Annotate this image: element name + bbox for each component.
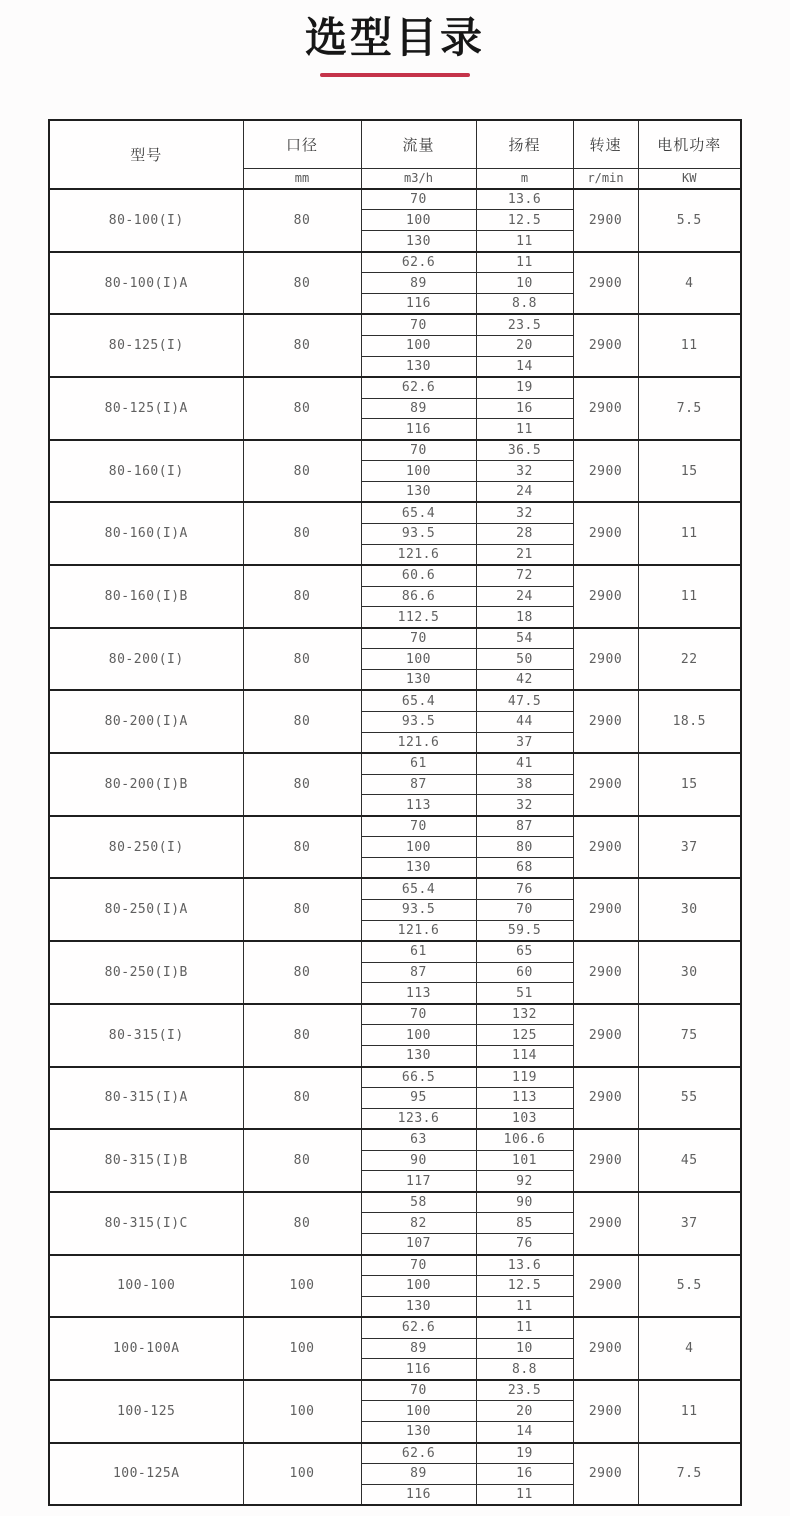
head-cell: 41	[476, 753, 573, 774]
head-cell: 60	[476, 962, 573, 983]
head-cell: 32	[476, 502, 573, 523]
power-cell: 75	[638, 1004, 741, 1067]
column-unit-head: m	[476, 168, 573, 189]
model-block	[49, 1255, 741, 1318]
power-cell: 18.5	[638, 690, 741, 753]
head-cell: 119	[476, 1067, 573, 1088]
flow-cell: 87	[361, 962, 476, 983]
column-unit-speed: r/min	[573, 168, 638, 189]
head-cell: 12.5	[476, 1275, 573, 1296]
speed-cell: 2900	[573, 816, 638, 879]
head-cell: 51	[476, 983, 573, 1004]
model-block	[49, 502, 741, 565]
table-row	[49, 690, 741, 711]
flow-cell: 95	[361, 1087, 476, 1108]
head-cell: 38	[476, 774, 573, 795]
head-cell: 20	[476, 1401, 573, 1422]
power-cell: 30	[638, 878, 741, 941]
flow-cell: 130	[361, 858, 476, 879]
flow-cell: 70	[361, 189, 476, 210]
head-cell: 11	[476, 1317, 573, 1338]
head-cell: 106.6	[476, 1129, 573, 1150]
table-row	[49, 1255, 741, 1276]
model-block	[49, 816, 741, 879]
head-cell: 19	[476, 1443, 573, 1464]
flow-cell: 70	[361, 816, 476, 837]
flow-cell: 89	[361, 1463, 476, 1484]
speed-cell: 2900	[573, 1443, 638, 1506]
flow-cell: 86.6	[361, 586, 476, 607]
flow-cell: 130	[361, 356, 476, 377]
speed-cell: 2900	[573, 377, 638, 440]
table-row	[49, 1317, 741, 1338]
flow-cell: 62.6	[361, 1443, 476, 1464]
flow-cell: 70	[361, 628, 476, 649]
table-row	[49, 941, 741, 962]
model-cell: 80-250(I)A	[49, 878, 243, 941]
power-cell: 7.5	[638, 1443, 741, 1506]
head-cell: 113	[476, 1087, 573, 1108]
flow-cell: 130	[361, 1422, 476, 1443]
model-cell: 80-315(I)B	[49, 1129, 243, 1192]
model-block	[49, 252, 741, 315]
flow-cell: 70	[361, 1255, 476, 1276]
power-cell: 11	[638, 314, 741, 377]
flow-cell: 130	[361, 670, 476, 691]
speed-cell: 2900	[573, 1129, 638, 1192]
column-header-head: 扬程	[476, 120, 573, 168]
flow-cell: 66.5	[361, 1067, 476, 1088]
flow-cell: 89	[361, 398, 476, 419]
catalog-table	[48, 119, 742, 1506]
table-row	[49, 189, 741, 210]
speed-cell: 2900	[573, 440, 638, 503]
head-cell: 11	[476, 231, 573, 252]
head-cell: 8.8	[476, 1359, 573, 1380]
power-cell: 5.5	[638, 1255, 741, 1318]
head-cell: 8.8	[476, 294, 573, 315]
model-cell: 80-315(I)C	[49, 1192, 243, 1255]
flow-cell: 89	[361, 273, 476, 294]
head-cell: 76	[476, 878, 573, 899]
flow-cell: 93.5	[361, 899, 476, 920]
speed-cell: 2900	[573, 1380, 638, 1443]
diameter-cell: 80	[243, 565, 361, 628]
head-cell: 90	[476, 1192, 573, 1213]
head-cell: 10	[476, 1338, 573, 1359]
column-header-speed: 转速	[573, 120, 638, 168]
table-row	[49, 565, 741, 586]
table-row	[49, 1380, 741, 1401]
speed-cell: 2900	[573, 565, 638, 628]
flow-cell: 100	[361, 461, 476, 482]
power-cell: 37	[638, 816, 741, 879]
diameter-cell: 80	[243, 941, 361, 1004]
diameter-cell: 80	[243, 314, 361, 377]
power-cell: 15	[638, 753, 741, 816]
flow-cell: 93.5	[361, 523, 476, 544]
model-block	[49, 1443, 741, 1506]
flow-cell: 130	[361, 1296, 476, 1317]
flow-cell: 100	[361, 1025, 476, 1046]
diameter-cell: 80	[243, 628, 361, 691]
table-row	[49, 252, 741, 273]
catalog-table-header	[49, 120, 741, 189]
diameter-cell: 100	[243, 1255, 361, 1318]
diameter-cell: 100	[243, 1317, 361, 1380]
page-title: 选型目录	[304, 14, 485, 61]
model-block	[49, 628, 741, 691]
model-cell: 80-200(I)B	[49, 753, 243, 816]
diameter-cell: 80	[243, 1067, 361, 1130]
diameter-cell: 80	[243, 377, 361, 440]
power-cell: 4	[638, 252, 741, 315]
model-cell: 80-315(I)	[49, 1004, 243, 1067]
flow-cell: 61	[361, 941, 476, 962]
head-cell: 10	[476, 273, 573, 294]
head-cell: 114	[476, 1046, 573, 1067]
model-cell: 80-250(I)B	[49, 941, 243, 1004]
diameter-cell: 80	[243, 502, 361, 565]
speed-cell: 2900	[573, 1004, 638, 1067]
flow-cell: 70	[361, 314, 476, 335]
model-block	[49, 1192, 741, 1255]
diameter-cell: 100	[243, 1443, 361, 1506]
flow-cell: 70	[361, 1380, 476, 1401]
speed-cell: 2900	[573, 878, 638, 941]
diameter-cell: 80	[243, 753, 361, 816]
model-block	[49, 440, 741, 503]
flow-cell: 100	[361, 837, 476, 858]
head-cell: 16	[476, 1463, 573, 1484]
head-cell: 12.5	[476, 210, 573, 231]
diameter-cell: 80	[243, 878, 361, 941]
column-unit-power: KW	[638, 168, 741, 189]
flow-cell: 130	[361, 482, 476, 503]
model-cell: 80-315(I)A	[49, 1067, 243, 1130]
flow-cell: 89	[361, 1338, 476, 1359]
table-row	[49, 816, 741, 837]
column-header-power: 电机功率	[638, 120, 741, 168]
model-cell: 100-125A	[49, 1443, 243, 1506]
model-cell: 80-200(I)A	[49, 690, 243, 753]
flow-cell: 121.6	[361, 732, 476, 753]
head-cell: 11	[476, 252, 573, 273]
model-block	[49, 377, 741, 440]
model-cell: 100-100	[49, 1255, 243, 1318]
diameter-cell: 80	[243, 1129, 361, 1192]
diameter-cell: 80	[243, 252, 361, 315]
model-cell: 80-100(I)A	[49, 252, 243, 315]
head-cell: 18	[476, 607, 573, 628]
head-cell: 32	[476, 461, 573, 482]
model-cell: 80-160(I)	[49, 440, 243, 503]
power-cell: 4	[638, 1317, 741, 1380]
head-cell: 92	[476, 1171, 573, 1192]
model-cell: 80-160(I)A	[49, 502, 243, 565]
table-row	[49, 753, 741, 774]
diameter-cell: 80	[243, 189, 361, 252]
head-cell: 23.5	[476, 314, 573, 335]
head-cell: 16	[476, 398, 573, 419]
flow-cell: 90	[361, 1150, 476, 1171]
flow-cell: 113	[361, 795, 476, 816]
model-block	[49, 941, 741, 1004]
flow-cell: 113	[361, 983, 476, 1004]
table-row	[49, 1443, 741, 1464]
flow-cell: 121.6	[361, 544, 476, 565]
flow-cell: 100	[361, 649, 476, 670]
head-cell: 28	[476, 523, 573, 544]
model-cell: 80-160(I)B	[49, 565, 243, 628]
model-cell: 100-100A	[49, 1317, 243, 1380]
page-header	[0, 0, 790, 77]
diameter-cell: 80	[243, 440, 361, 503]
head-cell: 32	[476, 795, 573, 816]
table-row	[49, 377, 741, 398]
head-cell: 36.5	[476, 440, 573, 461]
head-cell: 19	[476, 377, 573, 398]
flow-cell: 62.6	[361, 252, 476, 273]
table-row	[49, 1067, 741, 1088]
column-header-model: 型号	[49, 120, 243, 189]
power-cell: 55	[638, 1067, 741, 1130]
head-cell: 103	[476, 1108, 573, 1129]
head-cell: 76	[476, 1234, 573, 1255]
table-row	[49, 314, 741, 335]
model-cell: 80-250(I)	[49, 816, 243, 879]
flow-cell: 65.4	[361, 690, 476, 711]
title-underline-rule	[320, 73, 470, 77]
model-cell: 100-125	[49, 1380, 243, 1443]
speed-cell: 2900	[573, 941, 638, 1004]
flow-cell: 61	[361, 753, 476, 774]
model-block	[49, 1129, 741, 1192]
flow-cell: 112.5	[361, 607, 476, 628]
flow-cell: 60.6	[361, 565, 476, 586]
flow-cell: 93.5	[361, 711, 476, 732]
head-cell: 13.6	[476, 189, 573, 210]
flow-cell: 63	[361, 1129, 476, 1150]
flow-cell: 123.6	[361, 1108, 476, 1129]
flow-cell: 82	[361, 1213, 476, 1234]
model-block	[49, 1317, 741, 1380]
power-cell: 15	[638, 440, 741, 503]
head-cell: 125	[476, 1025, 573, 1046]
power-cell: 22	[638, 628, 741, 691]
head-cell: 47.5	[476, 690, 573, 711]
speed-cell: 2900	[573, 314, 638, 377]
head-cell: 42	[476, 670, 573, 691]
flow-cell: 121.6	[361, 920, 476, 941]
speed-cell: 2900	[573, 1255, 638, 1318]
table-row	[49, 1192, 741, 1213]
model-block	[49, 1380, 741, 1443]
table-row	[49, 1004, 741, 1025]
head-cell: 54	[476, 628, 573, 649]
flow-cell: 100	[361, 335, 476, 356]
power-cell: 37	[638, 1192, 741, 1255]
model-block	[49, 753, 741, 816]
table-row	[49, 502, 741, 523]
column-header-diameter: 口径	[243, 120, 361, 168]
column-header-flow: 流量	[361, 120, 476, 168]
flow-cell: 100	[361, 210, 476, 231]
column-unit-diameter: mm	[243, 168, 361, 189]
diameter-cell: 80	[243, 816, 361, 879]
flow-cell: 65.4	[361, 878, 476, 899]
diameter-cell: 80	[243, 1192, 361, 1255]
head-cell: 14	[476, 1422, 573, 1443]
power-cell: 11	[638, 1380, 741, 1443]
flow-cell: 70	[361, 440, 476, 461]
model-cell: 80-125(I)	[49, 314, 243, 377]
flow-cell: 100	[361, 1401, 476, 1422]
power-cell: 5.5	[638, 189, 741, 252]
model-block	[49, 1004, 741, 1067]
catalog-section	[0, 119, 790, 1506]
flow-cell: 65.4	[361, 502, 476, 523]
head-cell: 21	[476, 544, 573, 565]
head-cell: 20	[476, 335, 573, 356]
head-cell: 11	[476, 1296, 573, 1317]
flow-cell: 70	[361, 1004, 476, 1025]
head-cell: 24	[476, 482, 573, 503]
model-block	[49, 314, 741, 377]
flow-cell: 116	[361, 1484, 476, 1505]
model-block	[49, 878, 741, 941]
diameter-cell: 100	[243, 1380, 361, 1443]
power-cell: 7.5	[638, 377, 741, 440]
power-cell: 45	[638, 1129, 741, 1192]
flow-cell: 116	[361, 294, 476, 315]
head-cell: 132	[476, 1004, 573, 1025]
head-cell: 44	[476, 711, 573, 732]
head-cell: 14	[476, 356, 573, 377]
head-cell: 68	[476, 858, 573, 879]
speed-cell: 2900	[573, 753, 638, 816]
table-row	[49, 1129, 741, 1150]
power-cell: 11	[638, 565, 741, 628]
speed-cell: 2900	[573, 690, 638, 753]
flow-cell: 116	[361, 1359, 476, 1380]
flow-cell: 130	[361, 1046, 476, 1067]
table-row	[49, 878, 741, 899]
speed-cell: 2900	[573, 1192, 638, 1255]
head-cell: 23.5	[476, 1380, 573, 1401]
model-block	[49, 1067, 741, 1130]
head-cell: 72	[476, 565, 573, 586]
flow-cell: 87	[361, 774, 476, 795]
model-cell: 80-125(I)A	[49, 377, 243, 440]
speed-cell: 2900	[573, 628, 638, 691]
head-cell: 59.5	[476, 920, 573, 941]
speed-cell: 2900	[573, 1067, 638, 1130]
flow-cell: 100	[361, 1275, 476, 1296]
flow-cell: 62.6	[361, 377, 476, 398]
column-unit-flow: m3/h	[361, 168, 476, 189]
head-cell: 24	[476, 586, 573, 607]
flow-cell: 58	[361, 1192, 476, 1213]
diameter-cell: 80	[243, 1004, 361, 1067]
model-block	[49, 690, 741, 753]
head-cell: 85	[476, 1213, 573, 1234]
speed-cell: 2900	[573, 189, 638, 252]
model-cell: 80-100(I)	[49, 189, 243, 252]
head-cell: 70	[476, 899, 573, 920]
diameter-cell: 80	[243, 690, 361, 753]
table-row	[49, 440, 741, 461]
head-cell: 87	[476, 816, 573, 837]
speed-cell: 2900	[573, 502, 638, 565]
head-cell: 11	[476, 419, 573, 440]
head-cell: 101	[476, 1150, 573, 1171]
flow-cell: 62.6	[361, 1317, 476, 1338]
head-cell: 13.6	[476, 1255, 573, 1276]
head-cell: 11	[476, 1484, 573, 1505]
flow-cell: 107	[361, 1234, 476, 1255]
table-row	[49, 628, 741, 649]
model-block	[49, 189, 741, 252]
head-cell: 37	[476, 732, 573, 753]
head-cell: 50	[476, 649, 573, 670]
head-cell: 65	[476, 941, 573, 962]
model-block	[49, 565, 741, 628]
flow-cell: 117	[361, 1171, 476, 1192]
flow-cell: 130	[361, 231, 476, 252]
speed-cell: 2900	[573, 252, 638, 315]
power-cell: 30	[638, 941, 741, 1004]
power-cell: 11	[638, 502, 741, 565]
head-cell: 80	[476, 837, 573, 858]
flow-cell: 116	[361, 419, 476, 440]
model-cell: 80-200(I)	[49, 628, 243, 691]
speed-cell: 2900	[573, 1317, 638, 1380]
